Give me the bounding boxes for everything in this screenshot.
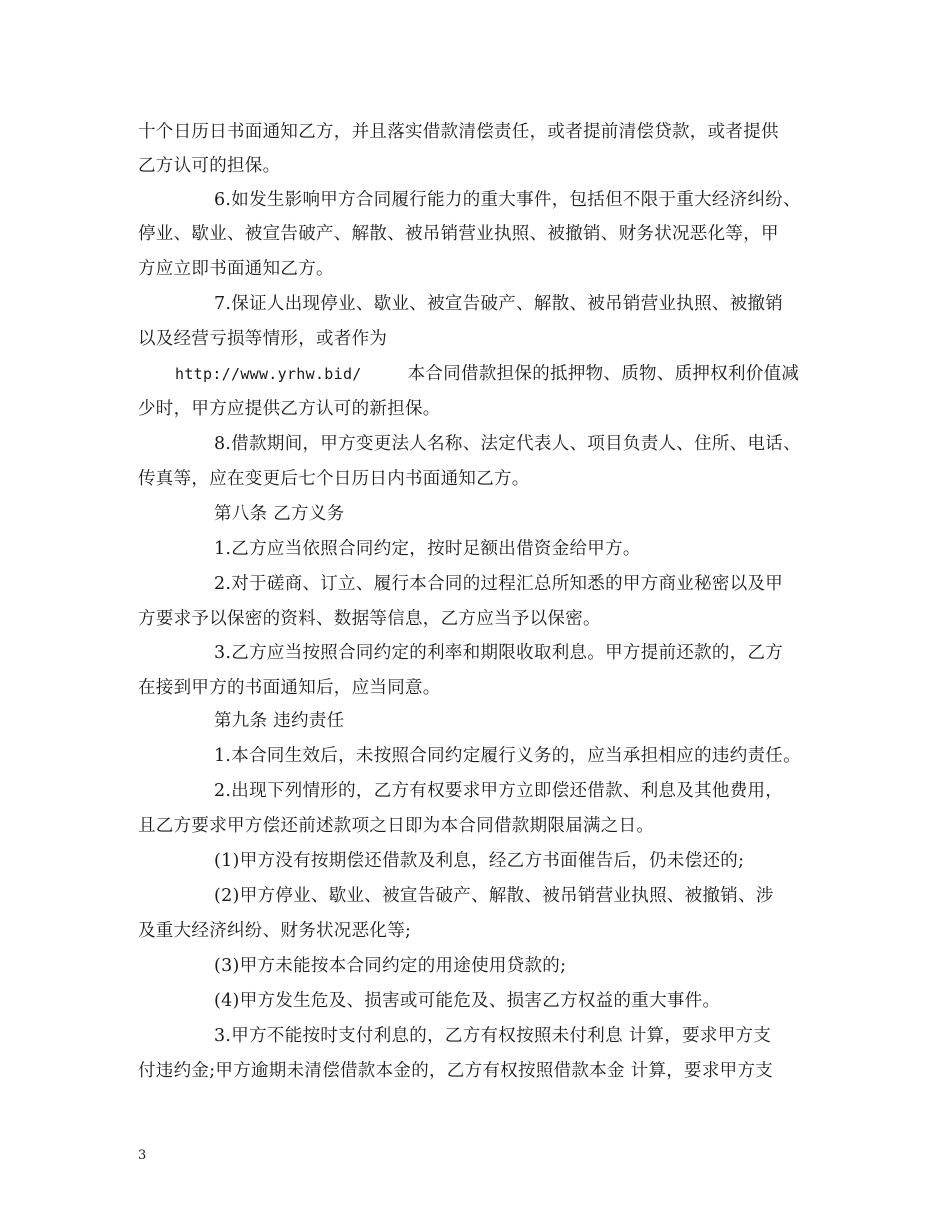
text-line: 付违约金;甲方逾期未清偿借款本金的，乙方有权按照借款本金 计算，要求甲方支	[138, 1061, 774, 1081]
text-line: 方要求予以保密的资料、数据等信息，乙方应当予以保密。	[138, 609, 601, 629]
text-line: 传真等，应在变更后七个日历日内书面通知乙方。	[138, 469, 530, 489]
text-line: 停业、歇业、被宣告破产、解散、被吊销营业执照、被撤销、财务状况恶化等，甲	[138, 224, 779, 244]
text-line: 1.本合同生效后，未按照合同约定履行义务的，应当承担相应的违约责任。	[214, 746, 801, 766]
text-line: 2.对于磋商、订立、履行本合同的过程汇总所知悉的甲方商业秘密以及甲	[214, 574, 784, 594]
text-line: 十个日历日书面通知乙方，并且落实借款清偿责任，或者提前清偿贷款，或者提供	[138, 122, 779, 142]
text-line: 以及经营亏损等情形，或者作为	[138, 329, 388, 349]
text-line: (1)甲方没有按期偿还借款及利息，经乙方书面催告后，仍未偿还的;	[214, 851, 745, 871]
page-number: 3	[138, 1148, 147, 1163]
section-heading: 第九条 违约责任	[214, 711, 345, 731]
url-text: http://www.yrhw.bid/	[175, 365, 362, 383]
text-line: (2)甲方停业、歇业、被宣告破产、解散、被吊销营业执照、被撤销、涉	[214, 886, 774, 906]
text-line: 乙方认可的担保。	[138, 156, 281, 176]
text-line: 方应立即书面通知乙方。	[138, 259, 334, 279]
text-span: 本合同借款担保的抵押物、质物、质押权利价值减	[407, 364, 800, 384]
text-line: 2.出现下列情形的，乙方有权要求甲方立即偿还借款、利息及其他费用，	[214, 781, 784, 801]
text-line	[175, 363, 865, 385]
text-line: 7.保证人出现停业、歇业、被宣告破产、解散、被吊销营业执照、被撤销	[214, 294, 784, 314]
text-line: 3.乙方应当按照合同约定的利率和期限收取利息。甲方提前还款的，乙方	[214, 643, 784, 663]
text-line: 8.借款期间，甲方变更法人名称、法定代表人、项目负责人、住所、电话、	[214, 434, 801, 454]
text-line: (4)甲方发生危及、损害或可能危及、损害乙方权益的重大事件。	[214, 991, 721, 1011]
text-line: 在接到甲方的书面通知后，应当同意。	[138, 678, 441, 698]
text-line: 且乙方要求甲方偿还前述款项之日即为本合同借款期限届满之日。	[138, 816, 655, 836]
text-line: 1.乙方应当依照合同约定，按时足额出借资金给甲方。	[214, 539, 641, 559]
text-line: (3)甲方未能按本合同约定的用途使用贷款的;	[214, 956, 567, 976]
text-line: 3.甲方不能按时支付利息的，乙方有权按照未付利息 计算，要求甲方支	[214, 1026, 772, 1046]
text-line: 少时，甲方应提供乙方认可的新担保。	[138, 399, 441, 419]
section-heading: 第八条 乙方义务	[214, 504, 345, 524]
text-line: 及重大经济纠纷、财务状况恶化等;	[138, 921, 412, 941]
text-line: 6.如发生影响甲方合同履行能力的重大事件，包括但不限于重大经济纠纷、	[214, 190, 801, 210]
